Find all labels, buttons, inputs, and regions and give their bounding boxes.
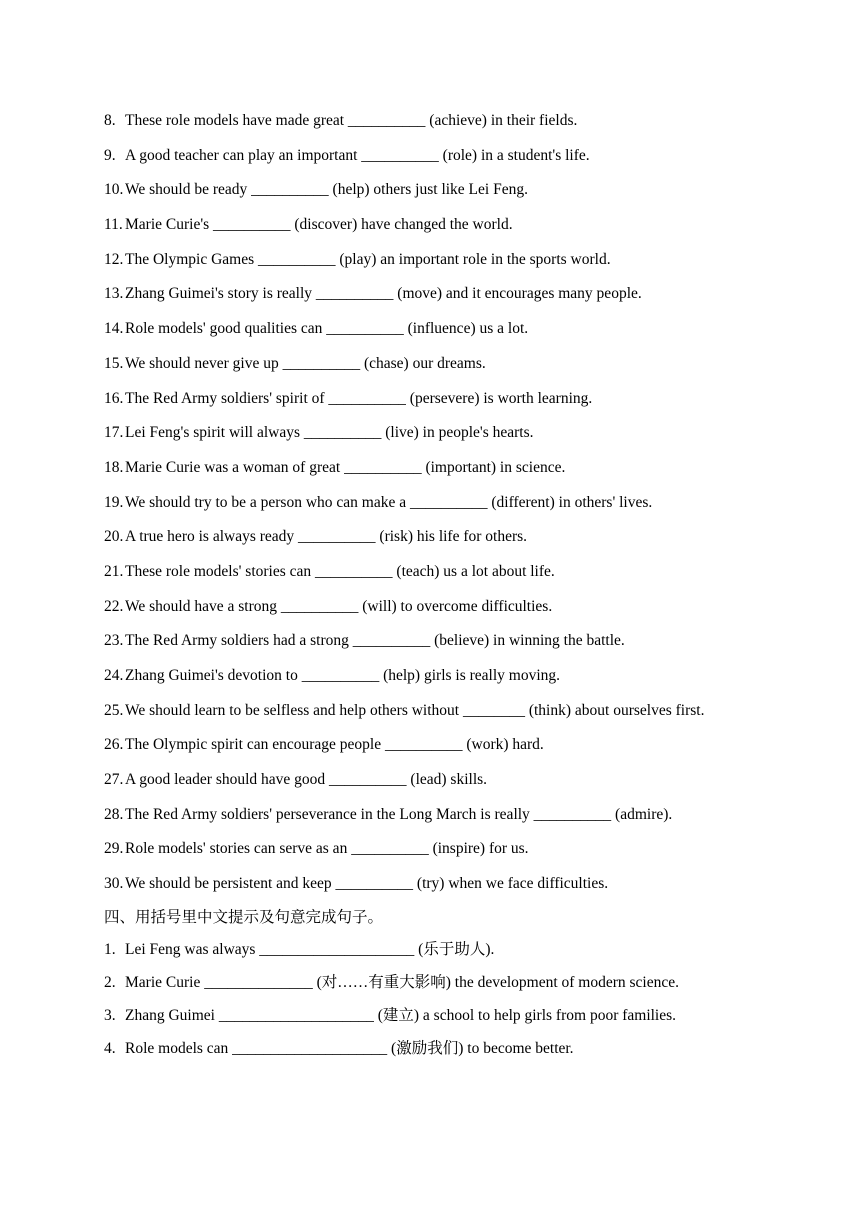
question-text: The Olympic Games __________ (play) an important role in the sports world. [125, 250, 611, 268]
question-text: We should be ready __________ (help) others just like Lei Feng. [125, 181, 528, 199]
question-number: 2. [104, 974, 116, 991]
question-number: 19. [104, 493, 124, 511]
question-number: 27. [104, 771, 124, 789]
question-item [104, 316, 754, 342]
question-text: Marie Curie's __________ (discover) have changed the world. [125, 216, 513, 234]
question-number: 13. [104, 285, 124, 303]
question-text: We should learn to be selfless and help others without ________ (think) about ourselves first. [125, 701, 705, 719]
question-text: The Olympic spirit can encourage people __________ (work) hard. [125, 736, 544, 754]
question-number: 15. [104, 354, 124, 372]
question-item [104, 420, 754, 446]
question-number: 18. [104, 458, 124, 476]
question-text: These role models' stories can __________ (teach) us a lot about life. [125, 562, 555, 580]
question-text: A true hero is always ready __________ (risk) his life for others. [125, 528, 528, 546]
question-text: We should be persistent and keep __________ (try) when we face difficulties. [125, 875, 609, 893]
question-number: 11. [104, 216, 123, 234]
question-text: The Red Army soldiers had a strong __________ (believe) in winning the battle. [125, 632, 625, 650]
question-text: We should have a strong __________ (will) to overcome difficulties. [125, 597, 553, 615]
question-item [104, 871, 754, 897]
section-heading: 四、用括号里中文提示及句意完成句子。 [104, 907, 384, 926]
question-item [104, 836, 754, 862]
question-item [104, 559, 754, 585]
question-text: A good teacher can play an important __________ (role) in a student's life. [125, 146, 590, 164]
question-item [104, 802, 754, 828]
question-number: 30. [104, 875, 124, 893]
question-item [104, 351, 754, 377]
question-number: 25. [104, 701, 124, 719]
question-number: 24. [104, 667, 124, 684]
question-text: A good leader should have good __________ (lead) skills. [125, 771, 488, 789]
question-number: 9. [104, 146, 116, 164]
question-item [104, 212, 754, 238]
question-number: 28. [104, 805, 124, 823]
question-item [104, 1036, 754, 1062]
question-item [104, 386, 754, 412]
question-text: The Red Army soldiers' perseverance in the Long March is really __________ (admire). [125, 805, 673, 823]
question-text: Zhang Guimei's devotion to __________ (help) girls is really moving. [125, 667, 561, 684]
question-number: 22. [104, 597, 124, 615]
question-item [104, 281, 754, 307]
question-item [104, 177, 754, 203]
question-text: These role models have made great __________ (achieve) in their fields. [125, 112, 578, 129]
question-item [104, 970, 754, 996]
question-item [104, 524, 754, 550]
question-number: 26. [104, 736, 124, 754]
question-number: 10. [104, 181, 124, 199]
question-item [104, 455, 754, 481]
question-list [104, 108, 754, 1070]
question-text: Role models' stories can serve as an __________ (inspire) for us. [125, 840, 529, 858]
question-text: Lei Feng's spirit will always __________ (live) in people's hearts. [125, 424, 534, 442]
question-item [104, 108, 754, 134]
question-item [104, 628, 754, 654]
question-item [104, 1003, 754, 1029]
question-text: The Red Army soldiers' spirit of __________ (persevere) is worth learning. [125, 389, 593, 407]
question-number: 21. [104, 562, 124, 580]
question-number: 4. [104, 1040, 116, 1058]
question-text: Lei Feng was always ____________________ (乐于助人). [125, 940, 495, 958]
question-item [104, 490, 754, 516]
question-text: We should never give up __________ (chase) our dreams. [125, 354, 486, 372]
question-text: Role models' good qualities can __________ (influence) us a lot. [125, 320, 529, 338]
question-number: 14. [104, 320, 124, 338]
question-number: 1. [104, 940, 116, 958]
question-item [104, 767, 754, 793]
question-item [104, 594, 754, 620]
question-item [104, 247, 754, 273]
question-text: We should try to be a person who can make a __________ (different) in others' lives. [125, 493, 653, 511]
question-number: 20. [104, 528, 124, 546]
question-item [104, 937, 754, 963]
question-item [104, 698, 754, 724]
question-number: 8. [104, 112, 116, 129]
question-item [104, 143, 754, 169]
question-item [104, 732, 754, 758]
question-item [104, 663, 754, 689]
question-text: Zhang Guimei ____________________ (建立) a school to help girls from poor families. [125, 1007, 677, 1025]
question-number: 12. [104, 250, 124, 268]
question-text: Zhang Guimei's story is really __________ (move) and it encourages many people. [125, 285, 642, 303]
question-text: Marie Curie ______________ (对……有重大影响) the development of modern science. [125, 974, 680, 991]
question-number: 3. [104, 1007, 116, 1025]
question-number: 29. [104, 840, 124, 858]
question-text: Role models can ____________________ (激励我们) to become better. [125, 1040, 574, 1058]
question-text: Marie Curie was a woman of great __________ (important) in science. [125, 458, 566, 476]
question-number: 17. [104, 424, 124, 442]
question-number: 23. [104, 632, 124, 650]
question-number: 16. [104, 389, 124, 407]
